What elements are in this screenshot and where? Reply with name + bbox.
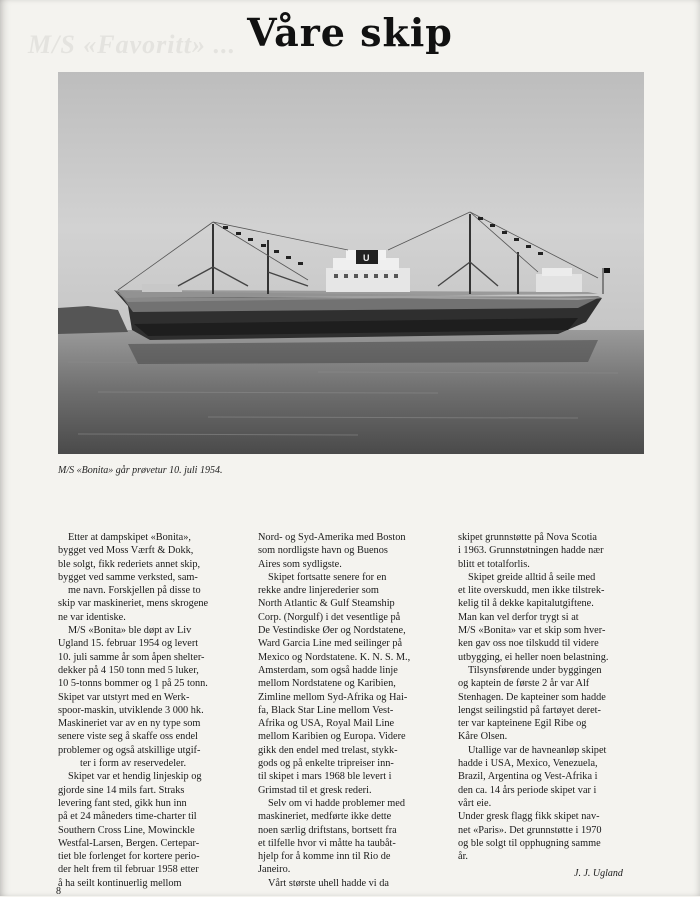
text-line: Afrika og USA, Royal Mail Line	[258, 718, 395, 730]
text-line: utbygging, ei heller noen belastning.	[458, 651, 609, 663]
text-line: Etter at dampskipet «Bonita»,	[68, 532, 191, 543]
text-line: Nord- og Syd-Amerika med Boston	[258, 532, 406, 543]
text-line: gikk den endel med trelast, stykk-	[258, 744, 398, 756]
text-line: vårt eie.	[458, 797, 492, 809]
text-line: Tilsynsførende under byggingen	[468, 664, 602, 676]
page-number: 8	[56, 886, 61, 897]
text-line: i 1963. Grunnstøtningen hadde nær	[458, 545, 604, 557]
text-line: ter i form av reservedeler.	[80, 758, 187, 770]
text-line: gods og på enkelte tripreiser inn-	[258, 758, 394, 770]
text-line: Amsterdam, som også hadde linje	[258, 664, 398, 676]
text-line: bygget ved samme verksted, sam-	[58, 571, 198, 583]
text-line: senere viste seg å skaffe oss endel	[58, 731, 198, 743]
text-line: Aires som sydligste.	[258, 558, 342, 570]
text-line: et tilfelle hvor vi måtte ha taubåt-	[258, 837, 396, 849]
text-line: gjorde sine 14 mils fart. Straks	[58, 784, 185, 796]
text-line: M/S «Bonita» ble døpt av Liv	[68, 625, 192, 637]
text-line: Kåre Olsen.	[458, 731, 508, 743]
photo-caption: M/S «Bonita» går prøvetur 10. juli 1954.	[58, 465, 223, 476]
text-line: Skipet var utstyrt med en Werk-	[58, 691, 190, 703]
text-line: kelig til å dekke kapitalutgiftene.	[458, 598, 594, 610]
text-line: år.	[458, 851, 469, 863]
text-line: Westfal-Larsen, Bergen. Certepar-	[58, 837, 200, 849]
text-line: M/S «Bonita» var et skip som hver-	[458, 625, 606, 637]
text-line: Zimline mellom Syd-Afrika og Hai-	[258, 691, 408, 703]
text-line: maskineriet, medførte ikke dette	[258, 811, 392, 823]
text-line: levering fant sted, gikk hun inn	[58, 797, 187, 809]
text-line: 10 5-tonns bommer og 1 på 25 tonn.	[58, 678, 208, 690]
text-line: som nordligste havn og Buenos	[258, 545, 388, 557]
text-line: å ha seilt kontinuerlig mellom	[58, 877, 182, 889]
text-line: skipet grunnstøtte på Nova Scotia	[458, 532, 597, 543]
text-line: Grimstad til et gresk rederi.	[258, 784, 372, 796]
text-line: De Vestindiske Øer og Nordstatene,	[258, 625, 406, 637]
text-line: 10. juli samme år som åpen shelter-	[58, 651, 205, 663]
text-line: mellom Karibien og Europa. Videre	[258, 731, 406, 743]
text-line: net «Paris». Det grunnstøtte i 1970	[458, 824, 602, 836]
background-ghost-text: M/S «Favoritt» ...	[28, 30, 236, 59]
text-line: Utallige var de havneanløp skipet	[468, 744, 607, 756]
text-line: Stenhagen. De kapteiner som hadde	[458, 691, 606, 703]
article-column-1	[58, 531, 244, 890]
text-line: Maskineriet var av en ny type som	[58, 718, 201, 730]
text-line: Man kan vel derfor trygt si at	[458, 611, 579, 623]
text-line: Skipet greide alltid å seile med	[468, 571, 596, 583]
text-line: North Atlantic & Gulf Steamship	[258, 598, 395, 610]
text-line: problemer og også atskillige utgif-	[58, 744, 201, 756]
text-line: et lite overskudd, men ikke tilstrek-	[458, 585, 605, 597]
funnel-letter: U	[363, 253, 370, 263]
text-line: Under gresk flagg fikk skipet nav-	[458, 811, 600, 823]
text-line: spoor-maskin, utviklende 3 000 hk.	[58, 704, 204, 716]
text-line: hjelp for å komme inn til Rio de	[258, 851, 391, 863]
text-line: blitt et totalforlis.	[458, 558, 530, 570]
text-line: Brazil, Argentina og Vest-Afrika i	[458, 771, 598, 783]
text-line: Skipet var et hendig linjeskip og	[68, 771, 202, 783]
text-line: den ca. 14 års periode skipet var i	[458, 784, 597, 796]
text-line: ken gav oss noe tilskudd til videre	[458, 638, 599, 650]
text-line: Janeiro.	[258, 864, 291, 876]
text-line: Corp. (Norgulf) i det vesentlige på	[258, 611, 401, 623]
text-line: og ble solgt til opphugning samme	[458, 837, 601, 849]
text-line: og kaptein de første 2 år var Alf	[458, 678, 590, 690]
text-line: ble solgt, fikk rederiets annet skip,	[58, 558, 201, 570]
text-line: dekker på 4 150 tonn med 5 luker,	[58, 664, 199, 676]
text-line: lengst seilingstid på fartøyet deret-	[458, 704, 601, 716]
ship-photo	[58, 72, 644, 454]
text-line: rekke andre linjerederier som	[258, 585, 379, 597]
text-line: tiet ble forlenget for kortere perio-	[58, 851, 200, 863]
text-line: Mexico og Nordstatene. K. N. S. M.,	[258, 651, 411, 663]
text-line: Southern Cross Line, Mowinckle	[58, 824, 195, 836]
text-line: bygget ved Moss Værft & Dokk,	[58, 545, 194, 557]
author-signature: J. J. Ugland	[574, 868, 623, 879]
text-line: mellom Nordstatene og Karibien,	[258, 678, 396, 690]
text-line: Ugland 15. februar 1954 og levert	[58, 638, 199, 650]
text-line: me navn. Forskjellen på disse to	[68, 585, 201, 597]
text-line: skip var maskineriet, mens skrogene	[58, 598, 209, 610]
text-line: ter var kapteinene Egil Ribe og	[458, 718, 587, 730]
text-line: Ward Garcia Line med seilinger på	[258, 638, 403, 650]
page-title: Våre skip	[247, 10, 453, 55]
article-column-2	[258, 531, 444, 890]
text-line: fa, Black Star Line mellom Vest-	[258, 704, 394, 716]
text-line: Skipet fortsatte senere for en	[268, 571, 387, 583]
text-line: noen særlig driftstans, bortsett fra	[258, 824, 397, 836]
text-line: der helt frem til februar 1958 etter	[58, 864, 199, 876]
article-column-3	[458, 531, 644, 863]
text-line: Selv om vi hadde problemer med	[268, 797, 405, 809]
text-line: ne var identiske.	[58, 611, 126, 623]
text-line: til skipet i mars 1968 ble levert i	[258, 771, 392, 783]
text-line: Vårt største uhell hadde vi da	[268, 877, 389, 889]
text-line: på et 24 måneders time-charter til	[58, 811, 197, 823]
text-line: hadde i USA, Mexico, Venezuela,	[458, 758, 598, 770]
